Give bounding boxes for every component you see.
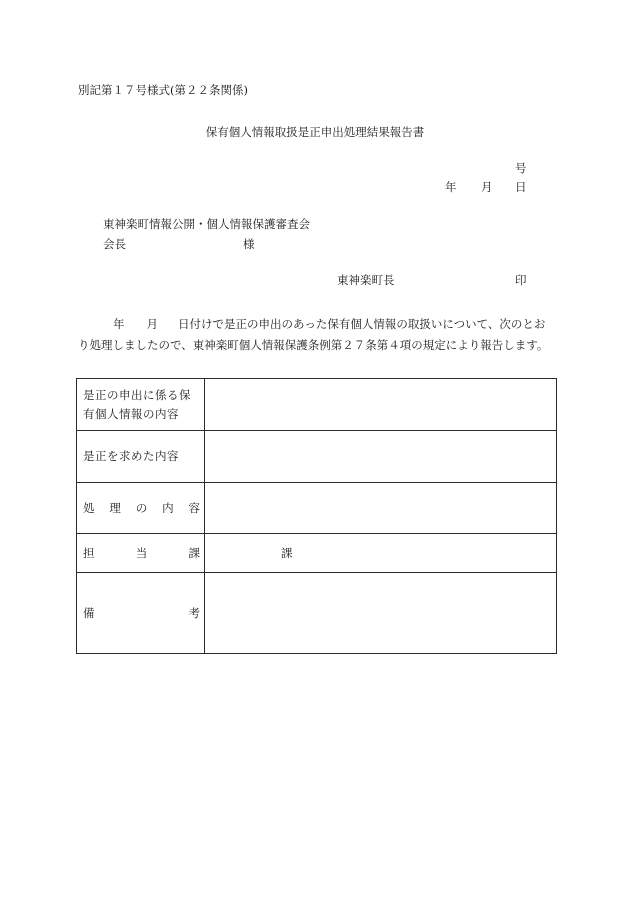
- label-line: 是正を求めた内容: [83, 449, 179, 463]
- sender-title: 東神楽町長: [337, 273, 395, 287]
- row-label-remarks: [77, 573, 205, 654]
- document-title: 保有個人情報取扱是正申出処理結果報告書: [205, 125, 425, 139]
- table-row: [77, 431, 557, 483]
- label-char: 備: [83, 605, 95, 620]
- document-number-label: 号: [515, 161, 527, 175]
- table-row: [77, 573, 557, 654]
- date-year-label: 年: [445, 180, 457, 194]
- row-label-requested-content: [77, 431, 205, 483]
- label-char: 考: [188, 605, 200, 620]
- value-remarks[interactable]: [205, 573, 557, 654]
- sender-seal-mark: 印: [515, 273, 527, 287]
- row-label-processing-content: [77, 483, 205, 534]
- value-subject-info[interactable]: [205, 379, 557, 431]
- table-row: [77, 483, 557, 534]
- label-char: 理: [109, 500, 121, 515]
- date-day-label: 日: [515, 180, 527, 194]
- label-char: 内: [162, 500, 174, 515]
- body-text: 日付けで是正の申出のあった保有個人情報の取扱いについて、次のとおり処理しましたので、東神楽町個人情報保護条例第２７条第４項の規定により報告します。: [78, 317, 549, 352]
- dept-suffix: 課: [281, 546, 293, 560]
- label-char: 容: [188, 500, 200, 515]
- value-processing-content[interactable]: [205, 483, 557, 534]
- label-char: の: [135, 500, 148, 515]
- body-month-label: 月: [146, 317, 158, 331]
- recipient-organization: 東神楽町情報公開・個人情報保護審査会: [103, 217, 310, 231]
- label-line: 是正の申出に係る保: [83, 387, 191, 402]
- date-month-label: 月: [481, 180, 493, 194]
- body-year-label: 年: [113, 317, 125, 331]
- table-row: [77, 534, 557, 573]
- label-char: 当: [135, 545, 148, 560]
- recipient-honorific: 様: [243, 237, 255, 251]
- value-requested-content[interactable]: [205, 431, 557, 483]
- form-number: 別記第１７号様式(第２２条関係): [78, 83, 248, 97]
- value-responsible-dept[interactable]: [205, 534, 557, 573]
- row-label-subject-info: [77, 379, 205, 431]
- report-table: [76, 378, 557, 654]
- label-char: 処: [83, 500, 95, 515]
- body-paragraph: [78, 314, 556, 356]
- label-char: 担: [83, 545, 95, 560]
- table-row: [77, 379, 557, 431]
- row-label-responsible-dept: [77, 534, 205, 573]
- label-char: 課: [188, 545, 200, 560]
- label-line: 有個人情報の内容: [83, 406, 179, 421]
- recipient-chair: 会長: [103, 237, 126, 251]
